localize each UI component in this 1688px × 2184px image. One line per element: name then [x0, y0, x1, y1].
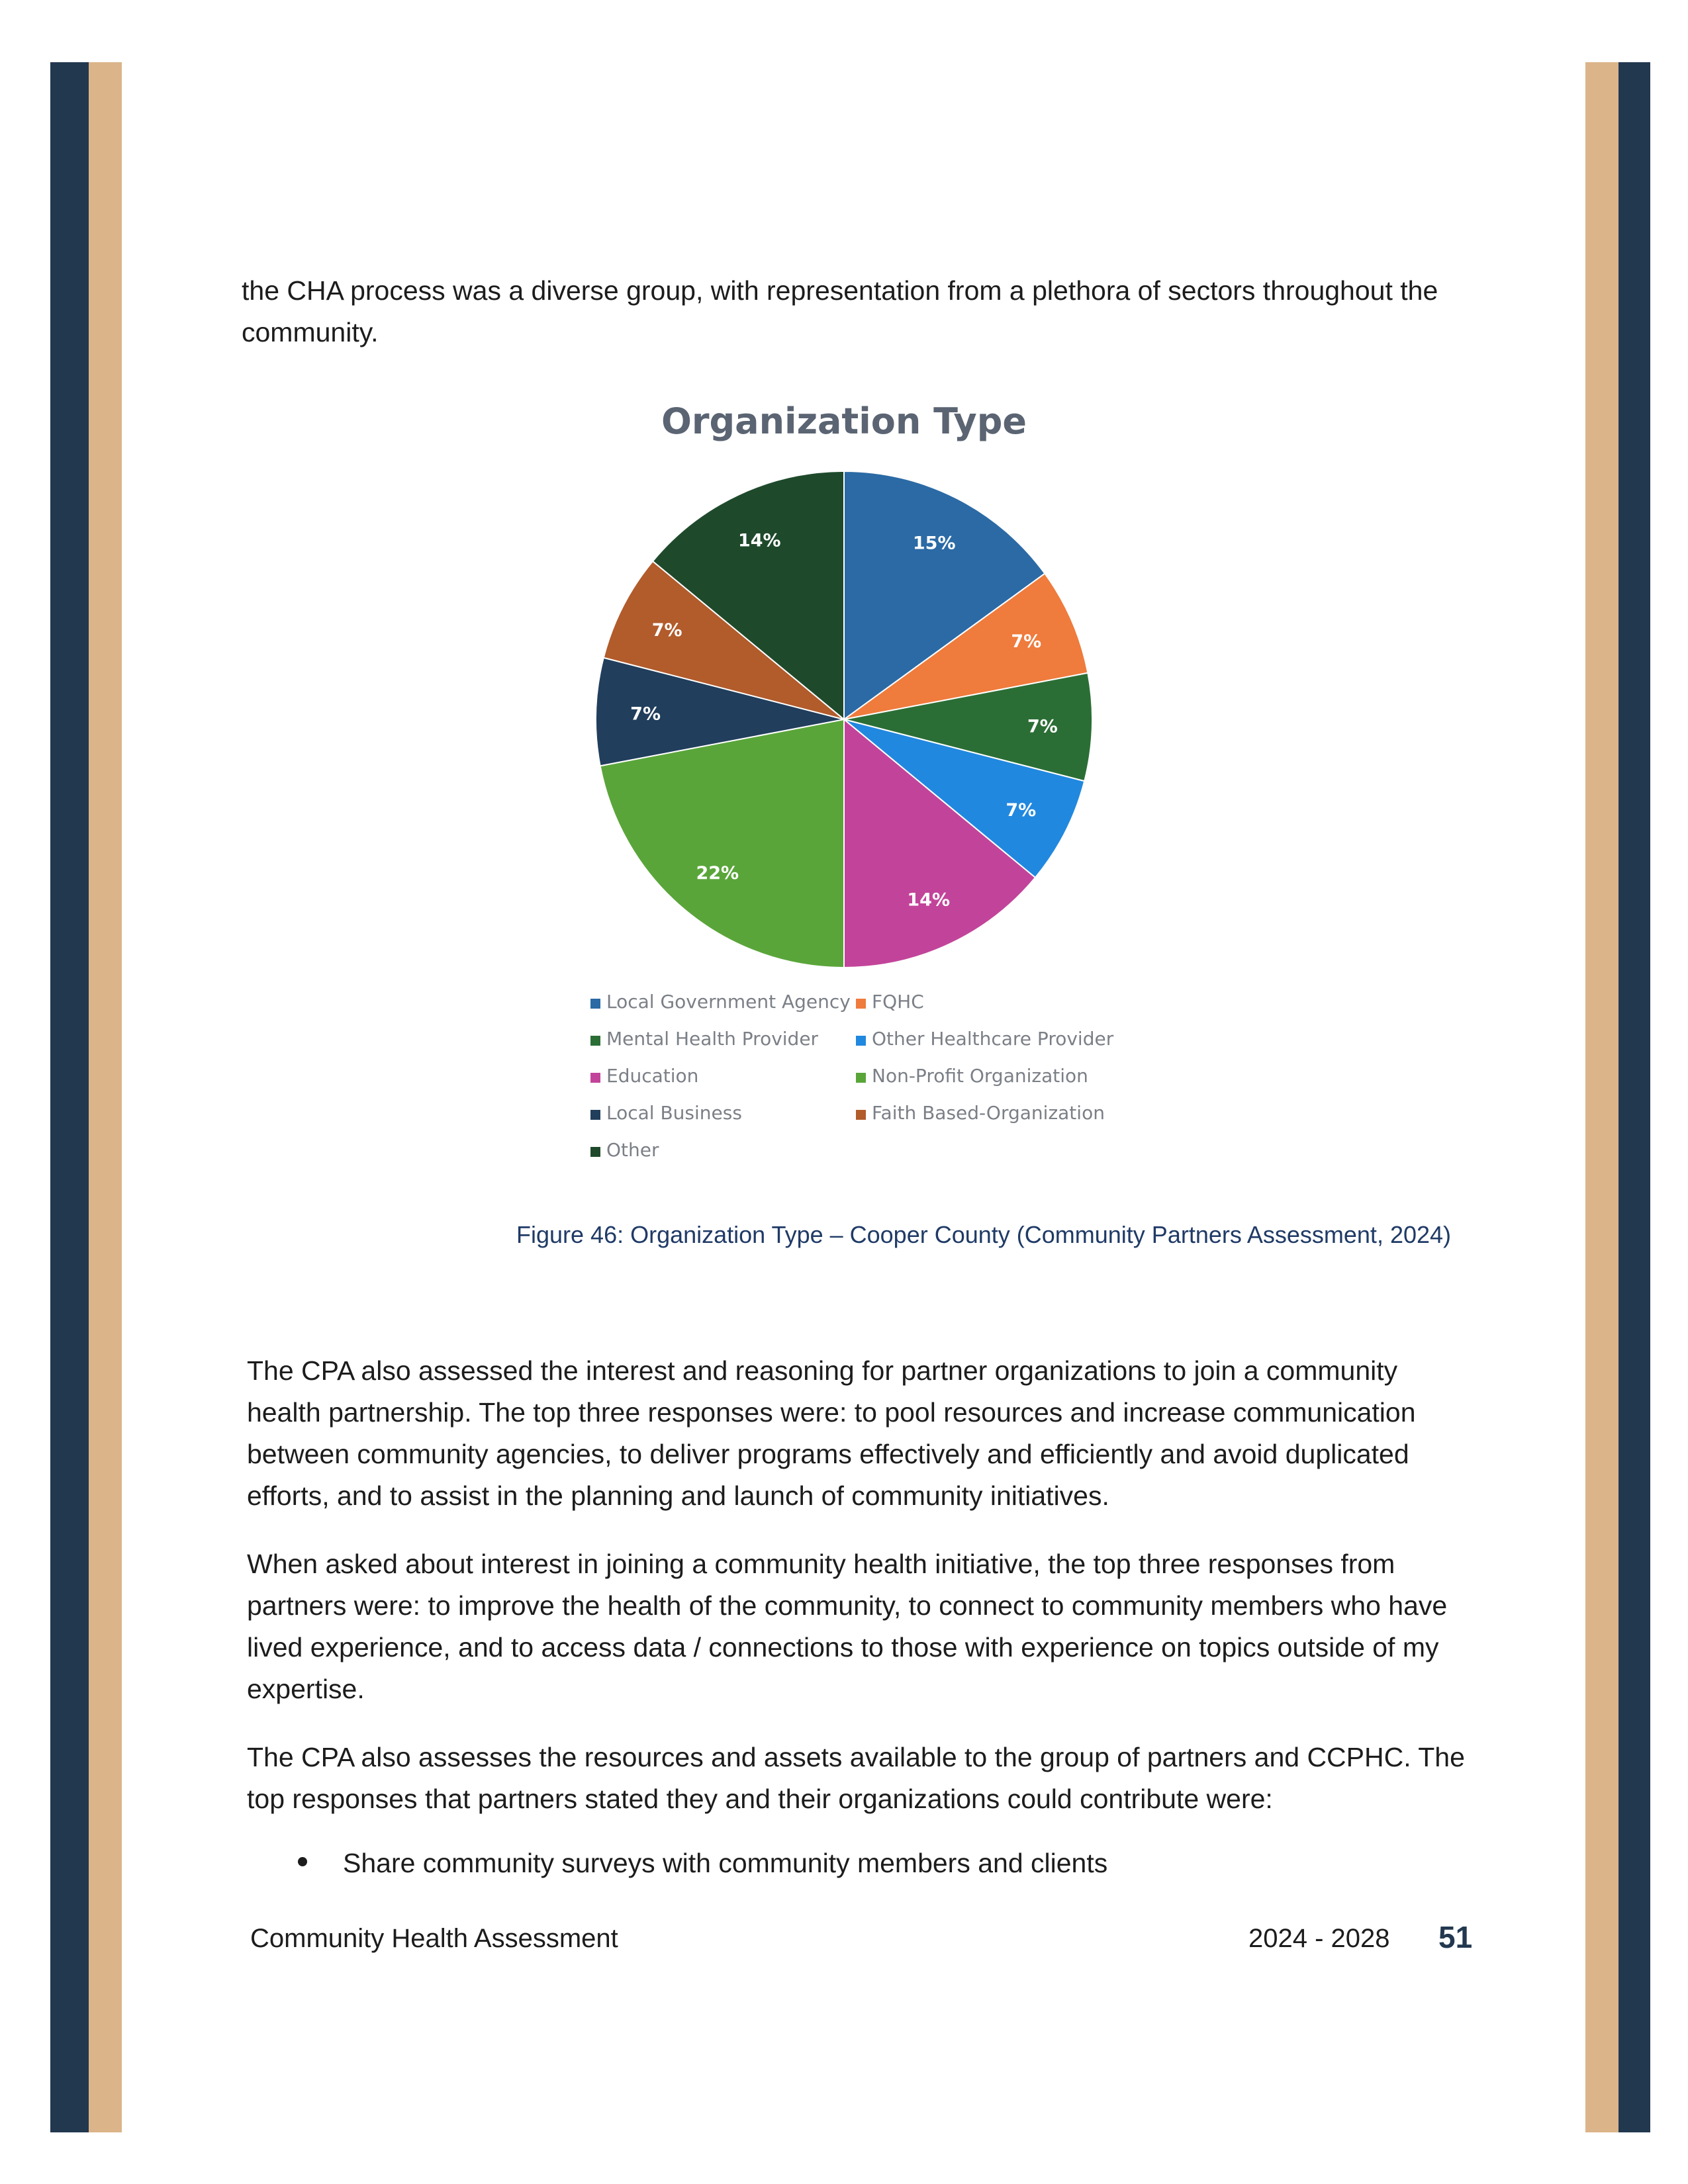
legend-label: Non-Profit Organization — [872, 1065, 1088, 1087]
legend-label: FQHC — [872, 991, 924, 1013]
chart-title: Organization Type — [661, 400, 1027, 442]
paragraph-initiative-interest: When asked about interest in joining a community health initiative, the top three responses from partners were: to improve the health of the community, to connect to community members who have lived experience, and to access data / connections to those with experience on topics outside of my expertise. — [247, 1549, 1448, 1704]
pie-data-label: 7% — [651, 619, 682, 641]
pie-data-label: 7% — [630, 704, 661, 725]
footer-years: 2024 - 2028 — [1248, 1924, 1390, 1953]
legend-swatch — [856, 999, 866, 1009]
intro-paragraph: the CHA process was a diverse group, with representation from a plethora of sectors throughout the community. — [242, 275, 1438, 347]
paragraph-resources-assets: The CPA also assesses the resources and assets available to the group of partners and CCPHC. The top responses that partners stated they and their organizations could contribute were: — [247, 1742, 1465, 1814]
pie-data-label: 22% — [696, 863, 739, 884]
legend-swatch — [590, 999, 600, 1009]
legend-swatch — [856, 1036, 866, 1046]
legend-label: Local Government Agency — [606, 991, 851, 1013]
paragraph-partnership-reasons: The CPA also assessed the interest and reasoning for partner organizations to join a community health partnership. The top three responses were: to pool resources and increase communication between community agencies, to deliver programs effectively and efficiently and avoid duplicated efforts, and to assist in the planning and launch of community initiatives. — [247, 1355, 1416, 1511]
legend-swatch — [856, 1073, 866, 1083]
legend-swatch — [856, 1110, 866, 1120]
page-number: 51 — [1438, 1920, 1473, 1954]
pie-data-label: 7% — [1011, 631, 1042, 652]
legend-label: Other Healthcare Provider — [872, 1028, 1114, 1050]
legend-label: Education — [606, 1065, 699, 1087]
legend-label: Other — [606, 1139, 659, 1161]
pie-data-label: 7% — [1006, 800, 1037, 821]
bullet-marker — [298, 1857, 307, 1866]
legend-swatch — [590, 1036, 600, 1046]
legend-swatch — [590, 1073, 600, 1083]
pie-data-label: 7% — [1027, 716, 1058, 737]
bullet-item: Share community surveys with community members and clients — [343, 1848, 1108, 1878]
legend-label: Faith Based-Organization — [872, 1102, 1105, 1124]
legend-swatch — [590, 1147, 600, 1157]
figure-caption: Figure 46: Organization Type – Cooper County (Community Partners Assessment, 2024) — [516, 1221, 1452, 1248]
pie-data-label: 15% — [912, 533, 956, 554]
legend-label: Local Business — [606, 1102, 742, 1124]
footer-title: Community Health Assessment — [250, 1924, 618, 1953]
legend-swatch — [590, 1110, 600, 1120]
pie-data-label: 14% — [907, 889, 951, 911]
pie-data-label: 14% — [737, 530, 781, 551]
legend-label: Mental Health Provider — [606, 1028, 819, 1050]
